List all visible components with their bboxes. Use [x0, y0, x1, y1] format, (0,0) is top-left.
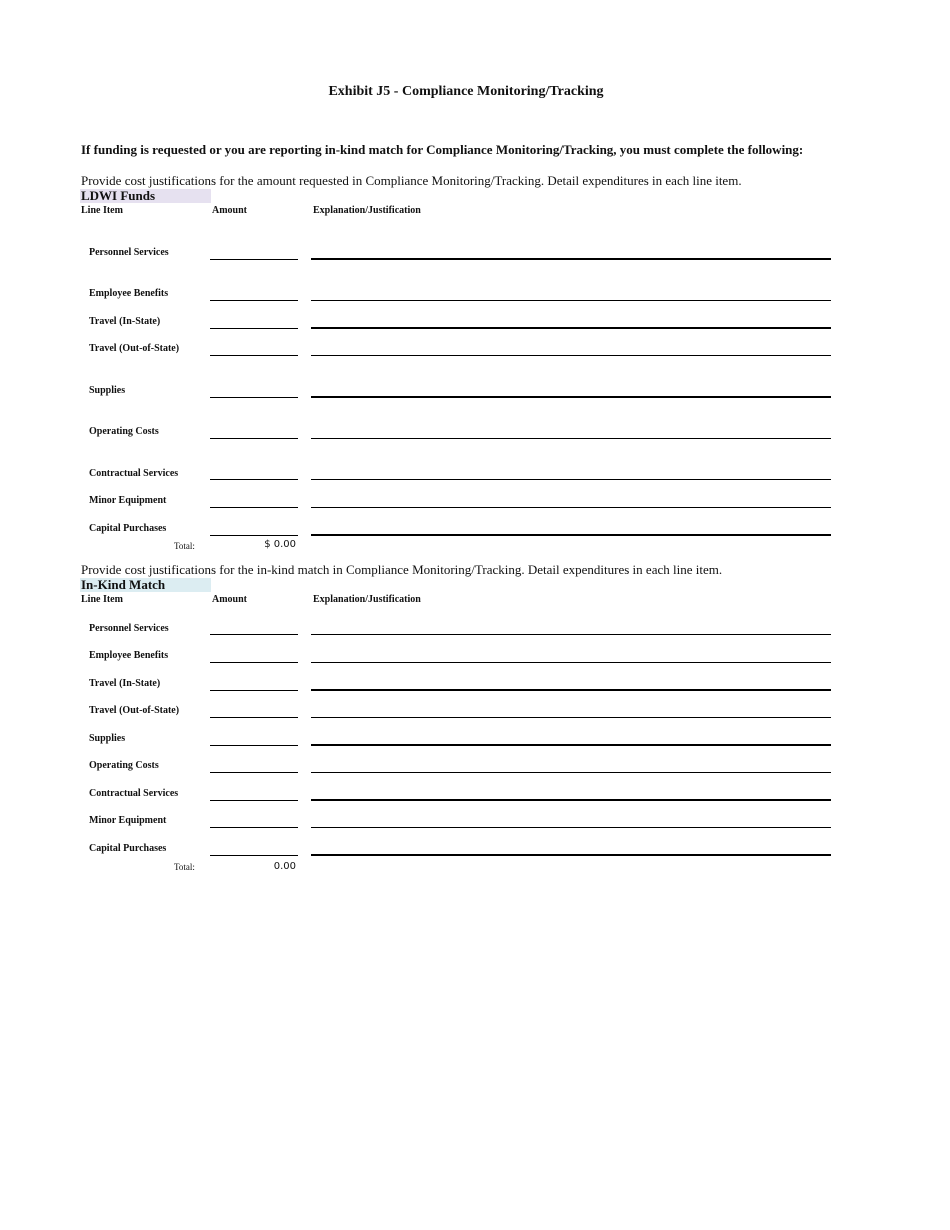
ldwi-explanation-field-capital-purchases[interactable] — [311, 534, 831, 536]
inkind-row-label-travel-out-of-state: Travel (Out-of-State) — [89, 705, 180, 716]
ldwi-total-label: Total: — [174, 541, 195, 551]
inkind-explanation-field-travel-out-of-state[interactable] — [311, 717, 831, 718]
inkind-row-label-travel-in-state: Travel (In-State) — [89, 678, 161, 689]
ldwi-explanation-field-contractual-services[interactable] — [311, 479, 831, 480]
ldwi-row-label-supplies: Supplies — [89, 385, 126, 396]
ldwi-amount-field-contractual-services[interactable] — [210, 479, 298, 480]
ldwi-section-header: LDWI Funds — [80, 189, 211, 203]
inkind-explanation-field-employee-benefits[interactable] — [311, 662, 831, 663]
ldwi-explanation-field-supplies[interactable] — [311, 396, 831, 398]
ldwi-explanation-field-travel-out-of-state[interactable] — [311, 355, 831, 356]
ldwi-row-label-operating-costs: Operating Costs — [89, 426, 159, 437]
ldwi-explanation-field-minor-equipment[interactable] — [311, 507, 831, 508]
inkind-total-value: 0.00 — [273, 861, 296, 872]
inkind-total-label: Total: — [174, 862, 195, 872]
ldwi-amount-field-employee-benefits[interactable] — [210, 300, 298, 301]
ldwi-row-label-personnel-services: Personnel Services — [89, 247, 169, 258]
ldwi-amount-field-travel-out-of-state[interactable] — [210, 355, 298, 356]
ldwi-amount-field-operating-costs[interactable] — [210, 438, 298, 439]
ldwi-explanation-field-personnel-services[interactable] — [311, 258, 831, 260]
ldwi-row-label-employee-benefits: Employee Benefits — [89, 288, 169, 299]
ldwi-amount-field-supplies[interactable] — [210, 397, 298, 398]
ldwi-amount-field-capital-purchases[interactable] — [210, 535, 298, 536]
ldwi-amount-field-minor-equipment[interactable] — [210, 507, 298, 508]
inkind-intro-text: Provide cost justifications for the in-kind match in Compliance Monitoring/Tracking. Detail expenditures in each line item. — [81, 562, 723, 577]
ldwi-explanation-field-travel-in-state[interactable] — [311, 327, 831, 329]
ldwi-col-line-item: Line Item — [81, 205, 123, 216]
inkind-explanation-field-travel-in-state[interactable] — [311, 689, 831, 691]
inkind-col-amount: Amount — [212, 594, 248, 605]
ldwi-row-label-minor-equipment: Minor Equipment — [89, 495, 167, 506]
ldwi-row-label-travel-in-state: Travel (In-State) — [89, 316, 161, 327]
ldwi-explanation-field-operating-costs[interactable] — [311, 438, 831, 439]
inkind-explanation-field-minor-equipment[interactable] — [311, 827, 831, 828]
ldwi-row-label-capital-purchases: Capital Purchases — [89, 523, 167, 534]
inkind-row-label-contractual-services: Contractual Services — [89, 788, 179, 799]
inkind-amount-field-contractual-services[interactable] — [210, 800, 298, 801]
inkind-amount-field-operating-costs[interactable] — [210, 772, 298, 773]
ldwi-intro-text: Provide cost justifications for the amount requested in Compliance Monitoring/Tracking. Detail expenditures in each line item. — [81, 173, 742, 188]
inkind-amount-field-capital-purchases[interactable] — [210, 855, 298, 856]
inkind-row-label-employee-benefits: Employee Benefits — [89, 650, 169, 661]
inkind-amount-field-travel-out-of-state[interactable] — [210, 717, 298, 718]
ldwi-amount-field-travel-in-state[interactable] — [210, 328, 298, 329]
ldwi-row-label-contractual-services: Contractual Services — [89, 468, 179, 479]
inkind-section-header: In-Kind Match — [80, 578, 211, 592]
inkind-col-line-item: Line Item — [81, 594, 123, 605]
inkind-row-label-capital-purchases: Capital Purchases — [89, 843, 167, 854]
ldwi-col-explanation: Explanation/Justification — [313, 205, 421, 216]
ldwi-explanation-field-employee-benefits[interactable] — [311, 300, 831, 301]
page-title: Exhibit J5 - Compliance Monitoring/Tracking — [328, 84, 604, 99]
inkind-row-label-personnel-services: Personnel Services — [89, 623, 169, 634]
inkind-amount-field-minor-equipment[interactable] — [210, 827, 298, 828]
inkind-row-label-supplies: Supplies — [89, 733, 126, 744]
ldwi-row-label-travel-out-of-state: Travel (Out-of-State) — [89, 343, 180, 354]
inkind-row-label-minor-equipment: Minor Equipment — [89, 815, 167, 826]
instructions-text: If funding is requested or you are reporting in-kind match for Compliance Monitoring/Tracking, you must complete the following: — [81, 142, 804, 157]
inkind-amount-field-supplies[interactable] — [210, 745, 298, 746]
inkind-row-label-operating-costs: Operating Costs — [89, 760, 159, 771]
inkind-amount-field-travel-in-state[interactable] — [210, 690, 298, 691]
inkind-explanation-field-supplies[interactable] — [311, 744, 831, 746]
inkind-amount-field-personnel-services[interactable] — [210, 634, 298, 635]
ldwi-total-value: $ 0.00 — [264, 539, 296, 550]
inkind-col-explanation: Explanation/Justification — [313, 594, 421, 605]
ldwi-amount-field-personnel-services[interactable] — [210, 259, 298, 260]
ldwi-col-amount: Amount — [212, 205, 248, 216]
inkind-explanation-field-personnel-services[interactable] — [311, 634, 831, 635]
inkind-explanation-field-contractual-services[interactable] — [311, 799, 831, 801]
inkind-amount-field-employee-benefits[interactable] — [210, 662, 298, 663]
inkind-explanation-field-operating-costs[interactable] — [311, 772, 831, 773]
inkind-explanation-field-capital-purchases[interactable] — [311, 854, 831, 856]
